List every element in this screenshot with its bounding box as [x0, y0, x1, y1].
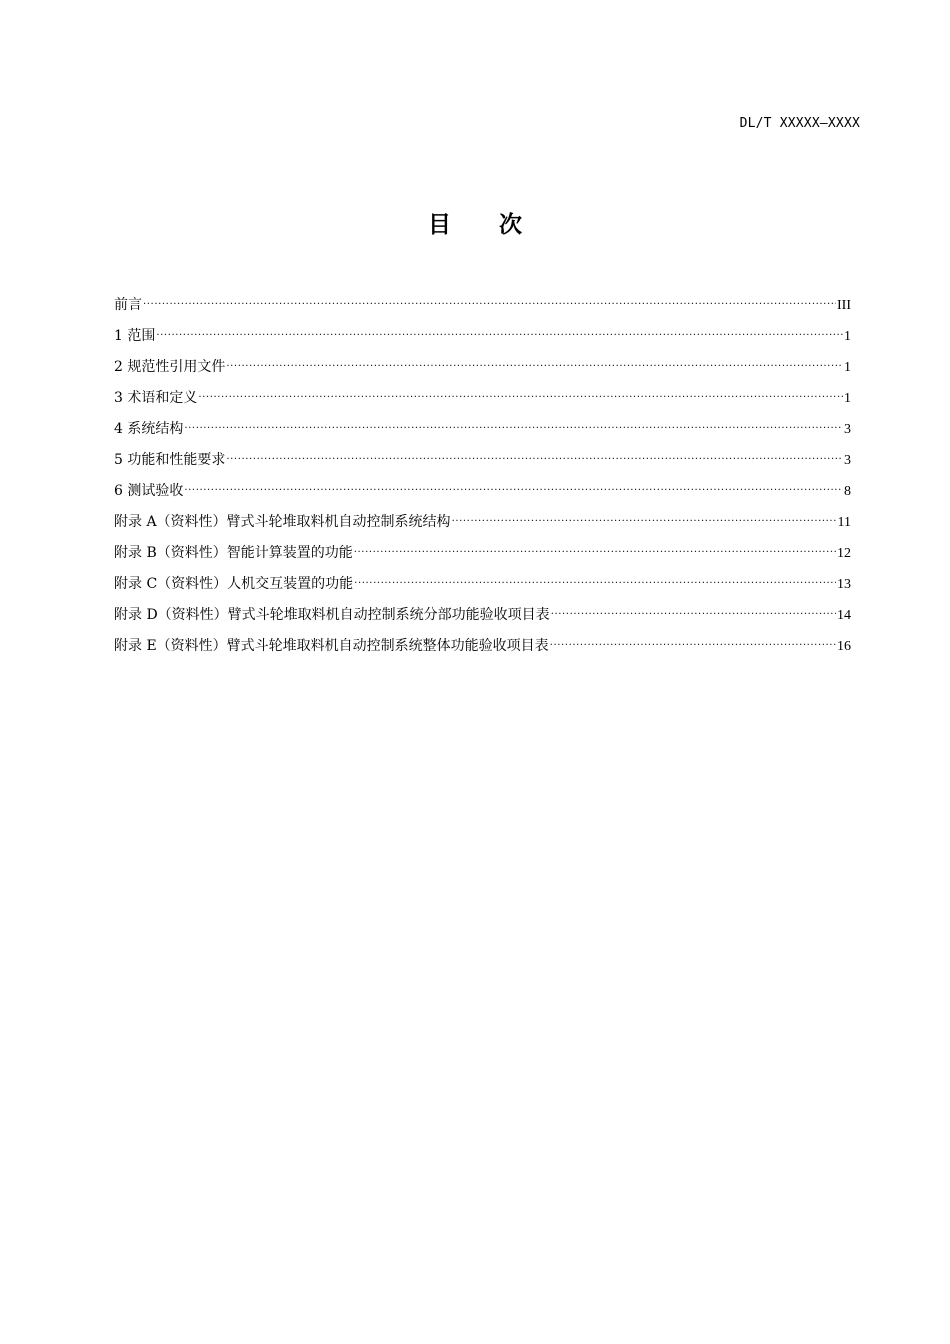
toc-entry-page: 16 — [837, 639, 851, 654]
toc-entry-page: III — [837, 298, 851, 313]
toc-leader-dots — [198, 380, 843, 402]
toc-entry-page: 11 — [837, 515, 851, 530]
toc-entry-appendix-e[interactable] — [114, 628, 851, 659]
toc-entry-label: 附录 E（资料性）臂式斗轮堆取料机自动控制系统整体功能验收项目表 — [114, 638, 549, 654]
toc-title-char-1: 目 — [428, 212, 451, 238]
toc-entry-appendix-a[interactable] — [114, 504, 851, 535]
document-code: DL/T XXXXX—XXXX — [739, 116, 860, 131]
toc-entry-appendix-d[interactable] — [114, 597, 851, 628]
toc-leader-dots — [184, 473, 843, 495]
toc-entry-appendix-b[interactable] — [114, 535, 851, 566]
toc-leader-dots — [551, 597, 836, 619]
toc-leader-dots — [156, 318, 843, 340]
toc-leader-dots — [143, 287, 836, 309]
toc-title-char-2: 次 — [499, 212, 522, 238]
toc-entry-3[interactable] — [114, 380, 851, 411]
toc-entry-2[interactable] — [114, 349, 851, 380]
toc-entry-label: 附录 B（资料性）智能计算装置的功能 — [114, 545, 353, 561]
toc-leader-dots — [550, 628, 836, 650]
toc-entry-label: 附录 D（资料性）臂式斗轮堆取料机自动控制系统分部功能验收项目表 — [114, 607, 550, 623]
toc-entry-page: 13 — [837, 577, 851, 592]
toc-entry-label: 2 规范性引用文件 — [114, 359, 226, 375]
toc-leader-dots — [226, 349, 843, 371]
toc-entry-page: 12 — [837, 546, 851, 561]
toc-entry-appendix-c[interactable] — [114, 566, 851, 597]
toc-entry-label: 附录 C（资料性）人机交互装置的功能 — [114, 576, 354, 592]
toc-entry-label: 1 范围 — [114, 328, 156, 344]
toc-entry-label: 前言 — [114, 297, 142, 313]
toc-leader-dots — [354, 566, 836, 588]
toc-entry-4[interactable] — [114, 411, 851, 442]
toc-entry-page: 1 — [844, 329, 851, 344]
toc-leader-dots — [184, 411, 843, 433]
toc-entry-label: 5 功能和性能要求 — [114, 452, 226, 468]
toc-leader-dots — [226, 442, 843, 464]
toc-entry-page: 14 — [837, 608, 851, 623]
toc-entry-page: 3 — [844, 453, 851, 468]
toc-entry-foreword[interactable] — [114, 287, 851, 318]
toc-entry-1[interactable] — [114, 318, 851, 349]
toc-entry-page: 3 — [844, 422, 851, 437]
toc-entry-5[interactable] — [114, 442, 851, 473]
toc-leader-dots — [452, 504, 837, 526]
toc-title — [0, 206, 950, 239]
toc-entry-6[interactable] — [114, 473, 851, 504]
toc-entry-label: 6 测试验收 — [114, 483, 184, 499]
toc-leader-dots — [354, 535, 836, 557]
toc-list — [114, 287, 851, 659]
toc-entry-page: 1 — [844, 360, 851, 375]
toc-entry-label: 4 系统结构 — [114, 421, 184, 437]
toc-entry-page: 1 — [844, 391, 851, 406]
toc-entry-label: 3 术语和定义 — [114, 390, 198, 406]
toc-entry-page: 8 — [844, 484, 851, 499]
toc-entry-label: 附录 A（资料性）臂式斗轮堆取料机自动控制系统结构 — [114, 514, 451, 530]
